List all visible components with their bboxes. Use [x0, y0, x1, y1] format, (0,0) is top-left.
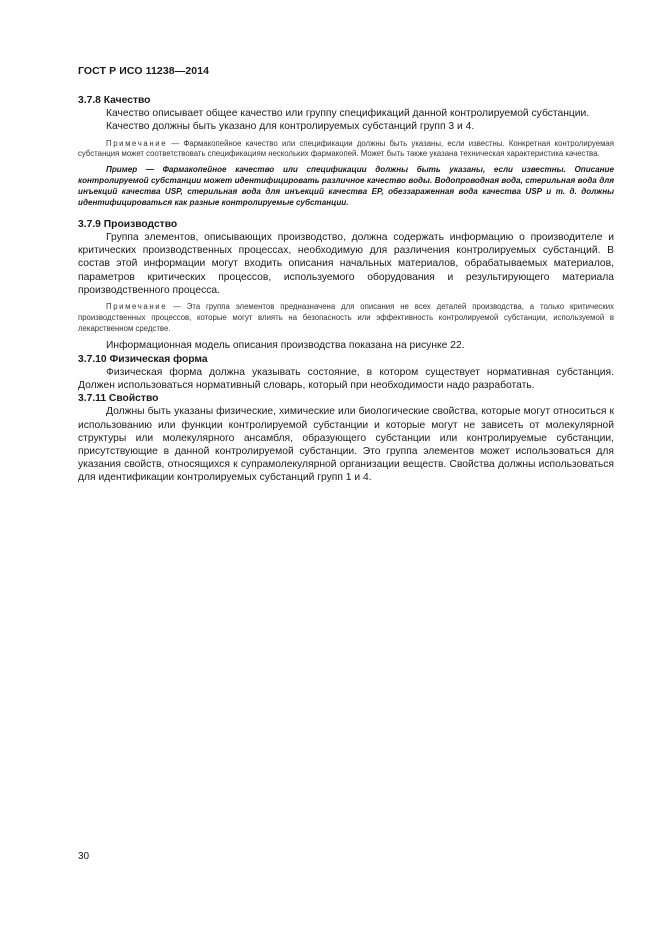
section-heading-3-7-11: 3.7.11 Свойство: [78, 393, 159, 405]
section-heading-3-7-9: 3.7.9 Производство: [78, 218, 178, 230]
paragraph: Качество должны быть указано для контролируемых субстанций групп 3 и 4.: [106, 121, 475, 133]
paragraph: Группа элементов, описывающих производство, должна содержать информацию о производителе и критических производственных процессах, необходимую для различения контролируемых субстанций. В состав этой информации могут входить описания начальных материалов, обрабатываемых материалов, параметров критических процессов, используемого оборудования и результирующего материала производственного процесса.: [78, 232, 614, 296]
paragraph: Должны быть указаны физические, химические или биологические свойства, которые могут относиться к использованию или функции контролируемой субстанции и которые могут не зависеть от молекулярной структуры или молекулярного ансамбля, образующего субстанции или контролируемые субстанции, присутствующие в данной контролируемой субстанции. Это группа элементов может использоваться для указания свойств, относящихся к супрамолекулярной организации веществ. Свойства должны использоваться для идентификации контролируемых субстанций групп 1 и 4.: [78, 406, 614, 484]
paragraph: Качество описывает общее качество или группу спецификаций данной контролируемой субстанции.: [106, 108, 590, 120]
note-lead: Примечание: [106, 138, 168, 148]
section-heading-3-7-10: 3.7.10 Физическая форма: [78, 353, 208, 365]
note: [78, 139, 614, 161]
note: [78, 302, 614, 334]
page-number: 30: [78, 851, 90, 862]
note-lead: Примечание: [106, 302, 168, 312]
document-header: ГОСТ Р ИСО 11238—2014: [78, 65, 210, 77]
paragraph: Физическая форма должна указывать состояние, в котором существует нормативная субстанция. Должен использоваться нормативный словарь, который при необходимости надо разработать.: [78, 366, 614, 392]
example: Пример — Фармакопейное качество или спецификации должны быть указаны, если известны. Описание контролируемой субстанции может идентифицировать различное качество воды. Водопроводная вода, стерильная вода для инъекций качества USP, стерильная вода для инъекций качества ЕР, обеззараженная вода качества USP и т. д. должны идентифицироваться как разные контролируемые субстанции.: [78, 165, 614, 207]
paragraph: Информационная модель описания производства показана на рисунке 22.: [106, 340, 465, 352]
section-heading-3-7-8: 3.7.8 Качество: [78, 95, 151, 106]
note-text: — Фармакопейное качество или спецификации должны быть указаны, если известны. Конкретная контролируемая субстанция может соответствовать спецификациям нескольких фармакопей. Может быть также указана техническая характеристика качества.: [78, 138, 614, 159]
note-text: — Эта группа элементов предназначена для описания не всех деталей производства, а только критических производственных процессов, которые могут влиять на безопасность или эффективность контролируемой субстанции, используемой в лекарственном средстве.: [78, 302, 614, 333]
document-body: [78, 94, 614, 485]
